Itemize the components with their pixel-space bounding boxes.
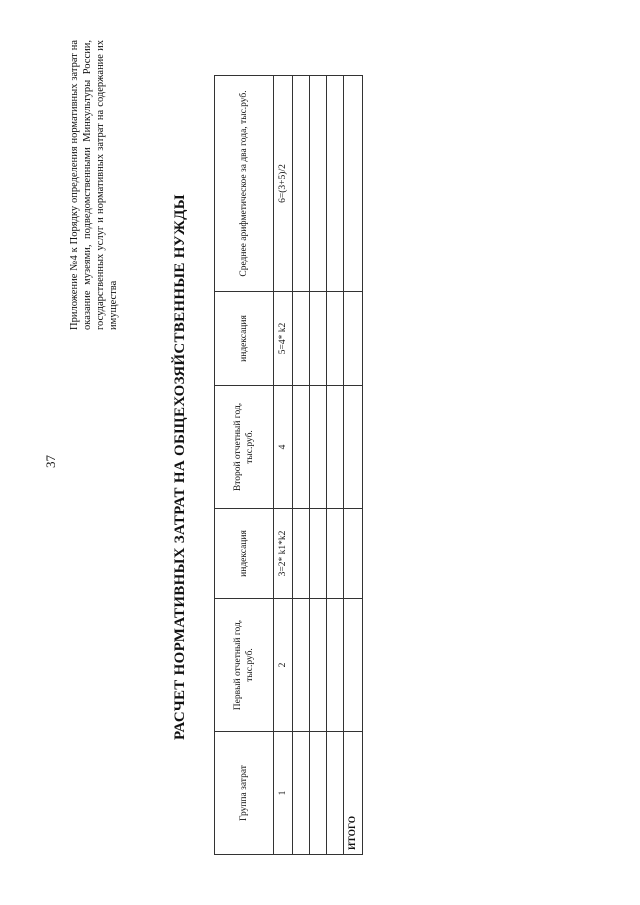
header-indexation-1: индексация [215,509,274,599]
table-cell [310,292,327,386]
table-cell [344,386,363,509]
table-cell [310,732,327,855]
table-cell [344,76,363,292]
numbering-cell: 1 [274,732,293,855]
appendix-note: Приложение №4 к Порядку определения нормативных затрат на оказание музеями, подведомственными Минкультуры России, государственных услуг и нормативных затрат на содержание их имущества [69,40,119,330]
table-cell [344,292,363,386]
table-row [310,76,327,855]
table-cell [327,292,344,386]
table-cell [327,599,344,732]
table-cell [293,386,310,509]
header-indexation-2: индексация [215,292,274,386]
table-cell [310,599,327,732]
table-row [327,76,344,855]
table-cell [310,509,327,599]
numbering-cell: 2 [274,599,293,732]
table-row [293,76,310,855]
table-cell [293,509,310,599]
header-average: Среднее арифметическое за два года, тыс.руб. [215,76,274,292]
document-title: РАСЧЕТ НОРМАТИВНЫХ ЗАТРАТ НА ОБЩЕХОЗЯЙСТВЕННЫЕ НУЖДЫ [172,194,188,740]
header-cost-group: Группа затрат [215,732,274,855]
header-second-year: Второй отчетный год, тыс.руб. [215,386,274,509]
table-cell [293,732,310,855]
numbering-cell: 4 [274,386,293,509]
table-numbering-row [274,76,293,855]
table-cell [327,509,344,599]
table-cell [327,76,344,292]
table-cell [310,386,327,509]
numbering-cell: 3=2* k1*k2 [274,509,293,599]
header-first-year: Первый отчетный год, тыс.руб. [215,599,274,732]
table-cell [293,292,310,386]
page-number: 37 [43,455,58,468]
table-cell [293,599,310,732]
table-header-row [215,76,274,855]
numbering-cell: 6=(3+5)/2 [274,76,293,292]
table-cell [327,386,344,509]
table-cell [327,732,344,855]
table-cell [344,599,363,732]
total-label: ИТОГО [344,732,363,855]
table-cell [293,76,310,292]
numbering-cell: 5=4* k2 [274,292,293,386]
table-cell [310,76,327,292]
table-total-row [344,76,363,855]
cost-calculation-table [214,75,363,855]
table-cell [344,509,363,599]
